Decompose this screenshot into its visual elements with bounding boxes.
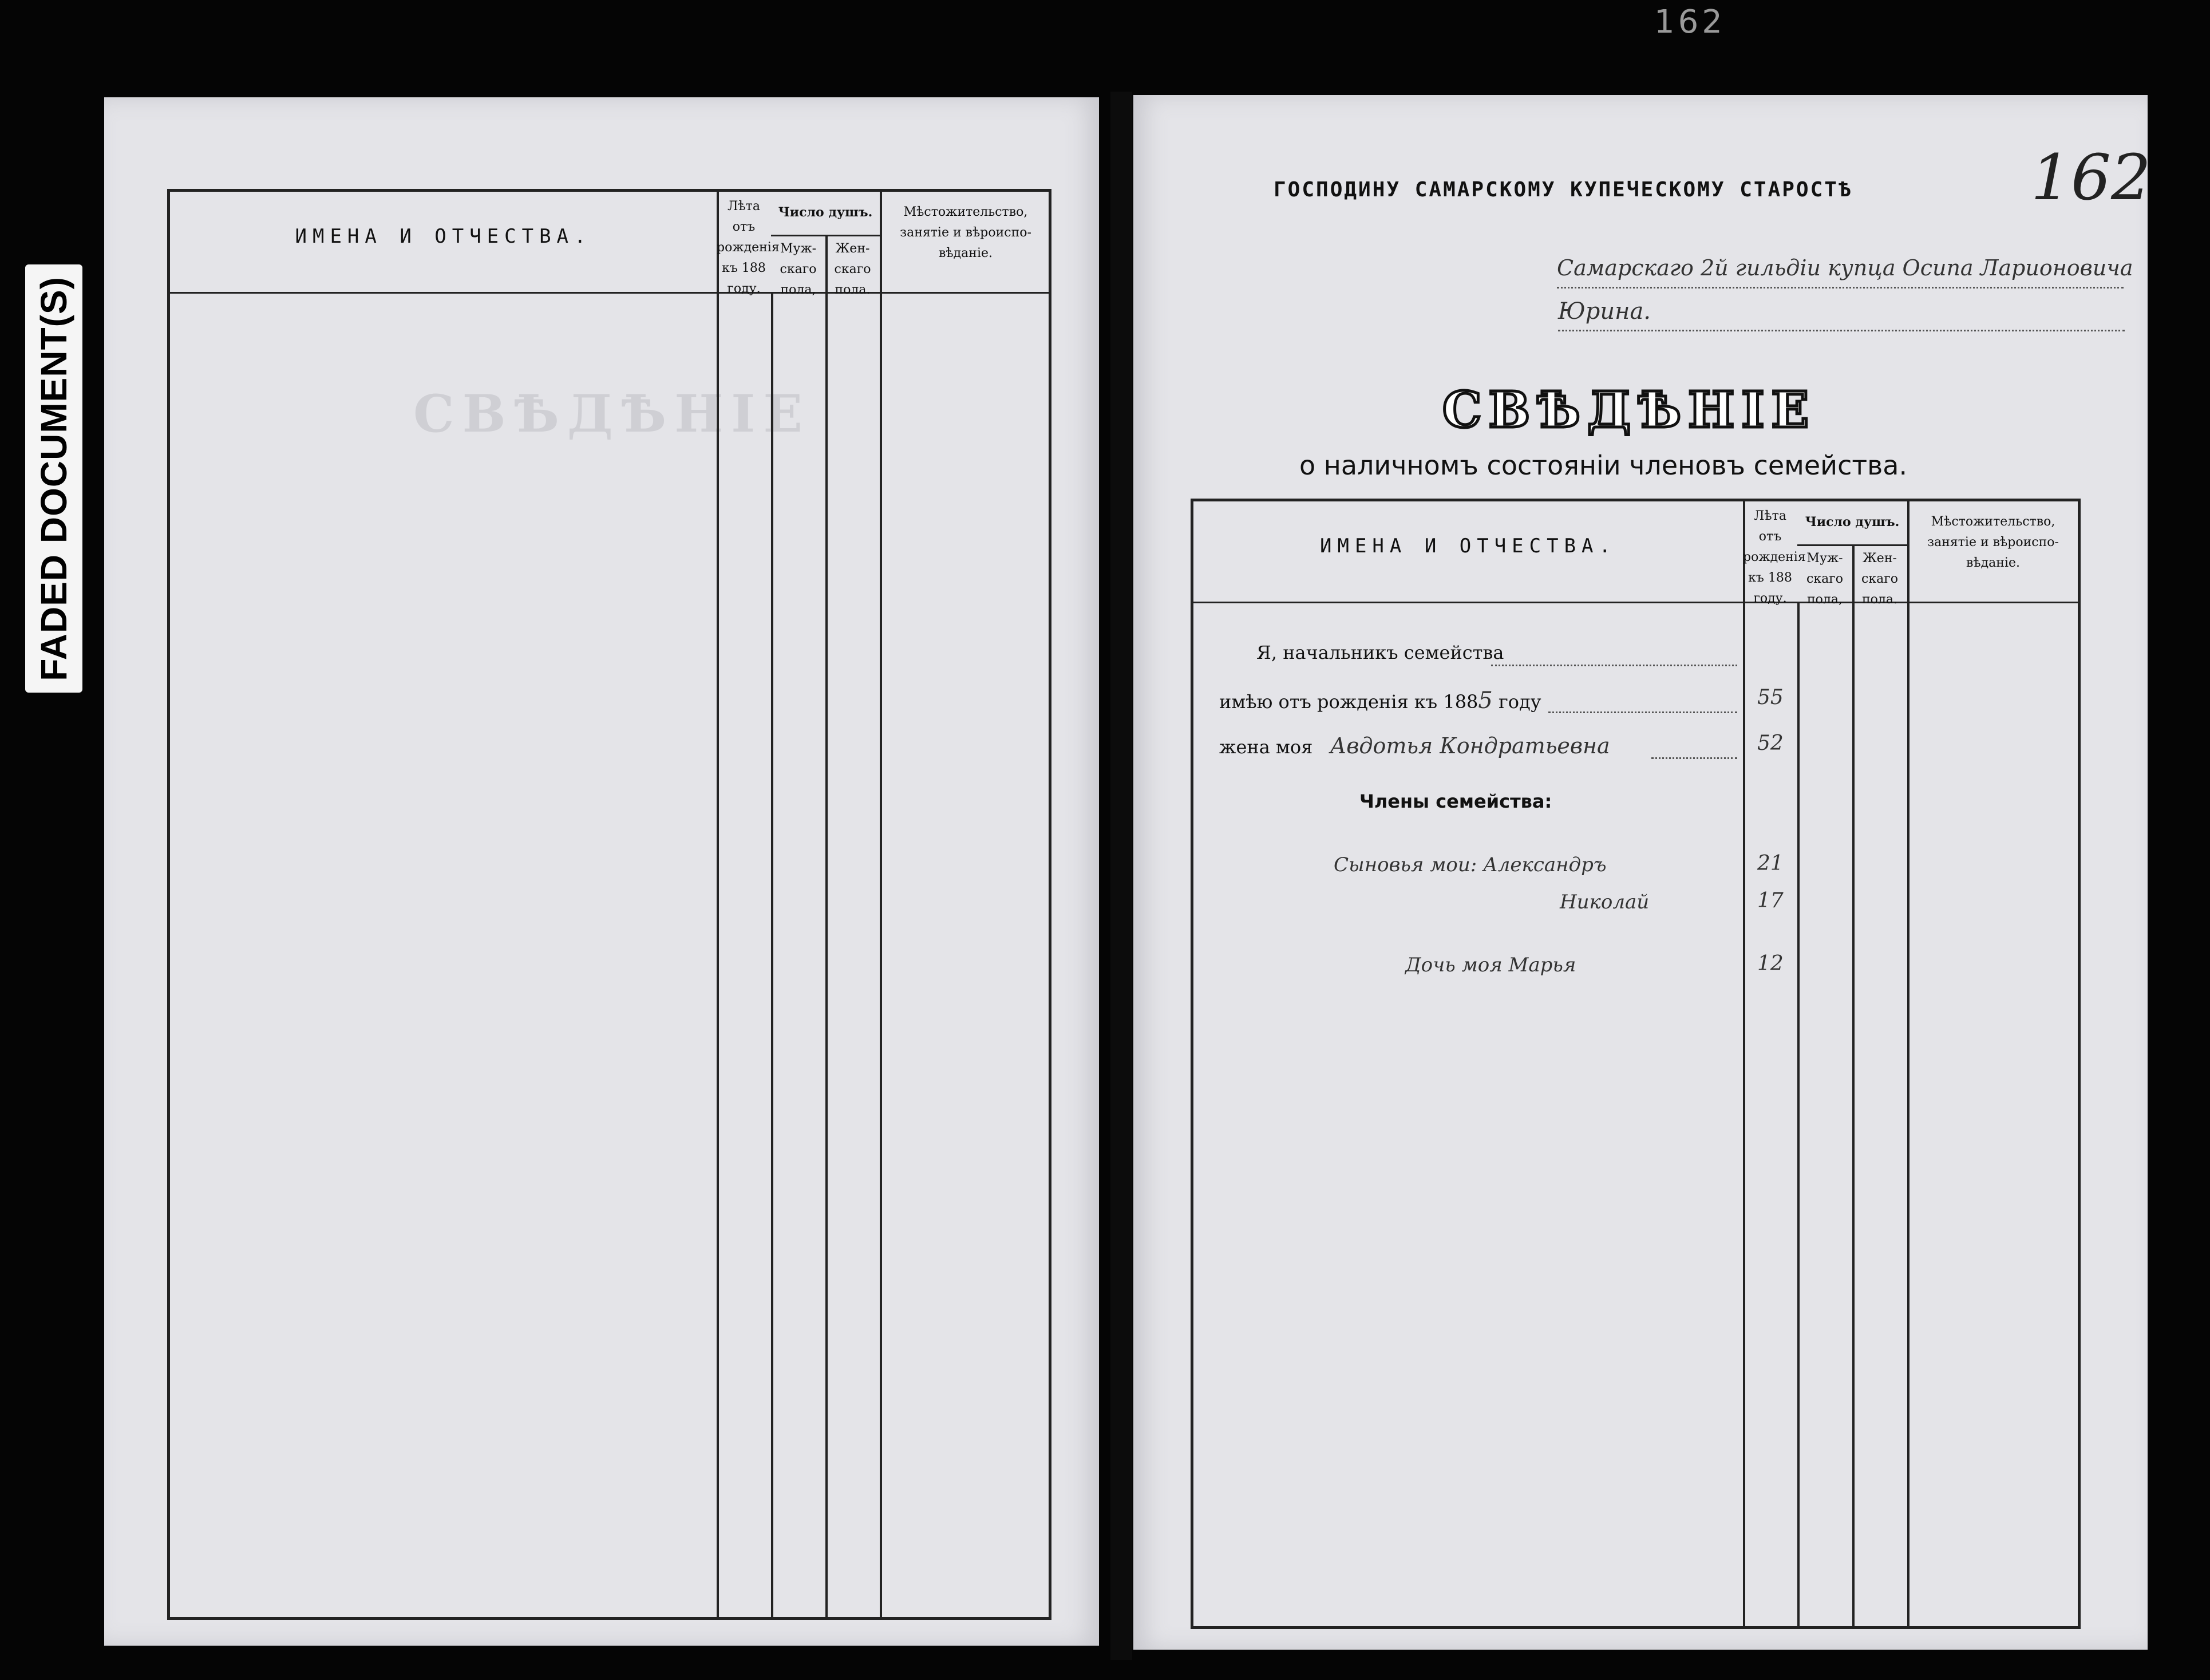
left-residence-header: Мѣстожительство, занятіе и вѣроиспо- вѣданіе. (900, 205, 1031, 260)
head-row: Я, начальникъ семейства (1256, 642, 1504, 663)
son-2: Николай (1560, 891, 1650, 914)
head-age: 55 (1757, 686, 1784, 709)
faded-documents-label: FADED DOCUMENT(S) (33, 276, 74, 681)
names-header: ИМЕНА И ОТЧЕСТВА. (1320, 535, 1616, 558)
left-names-header: ИМЕНА И ОТЧЕСТВА. (295, 225, 592, 248)
born-row-dots (1548, 711, 1737, 713)
son-1: Сыновья мои: Александръ (1334, 853, 1607, 876)
left-age-header: Лѣта отъ рожденія къ 188 году. (717, 199, 780, 296)
head-row-dots (1491, 665, 1737, 666)
age-header: Лѣта отъ рожденія къ 188 году. (1743, 509, 1806, 606)
male-header: Муж- скаго пола, (1806, 551, 1843, 607)
left-page (104, 97, 1099, 1646)
born-row: имѣю отъ рожденія къ 1885 году (1219, 687, 1541, 714)
female-header: Жен- скаго пола. (1861, 551, 1898, 607)
faded-documents-tag (25, 264, 82, 693)
daughter-age: 12 (1757, 952, 1784, 975)
merchant-line-underline (1557, 287, 2124, 288)
residence-header: Мѣстожительство, занятіе и вѣроиспо- вѣданіе. (1927, 515, 2059, 570)
left-souls-header: Число душъ. (778, 205, 873, 220)
wife-row-dots (1651, 757, 1737, 759)
top-mark: 162 (1654, 3, 1726, 41)
son-2-age: 17 (1757, 889, 1784, 912)
wife-row: жена моя Авдотья Кондратьевна (1219, 733, 1610, 758)
folio-number: 162 (2031, 141, 2151, 214)
members-heading: Члены семейства: (1359, 790, 1552, 812)
souls-header: Число душъ. (1805, 515, 1900, 529)
left-male-header: Муж- скаго пола, (780, 242, 817, 297)
surname-underline (1558, 330, 2125, 331)
left-table (167, 189, 1051, 1620)
document-subtitle: о наличномъ состояніи членовъ семейства. (1299, 450, 1908, 481)
merchant-surname: Юрина. (1558, 298, 1651, 325)
addressee: ГОСПОДИНУ САМАРСКОМУ КУПЕЧЕСКОМУ СТАРОСТѢ (1274, 178, 1853, 201)
family-table (1191, 499, 2081, 1629)
left-female-header: Жен- скаго пола. (834, 242, 871, 297)
right-page (1133, 95, 2151, 1650)
document-title: СВѢДѢНІЕ (1442, 381, 1816, 439)
book-spine (1110, 92, 1132, 1660)
merchant-line: Самарскаго 2й гильдіи купца Осипа Ларионовича (1557, 255, 2133, 280)
wife-age: 52 (1757, 732, 1784, 755)
daughter: Дочь моя Марья (1405, 954, 1576, 977)
bleed-through-title: СВѢДѢНІЕ (413, 384, 811, 444)
son-1-age: 21 (1757, 852, 1784, 875)
